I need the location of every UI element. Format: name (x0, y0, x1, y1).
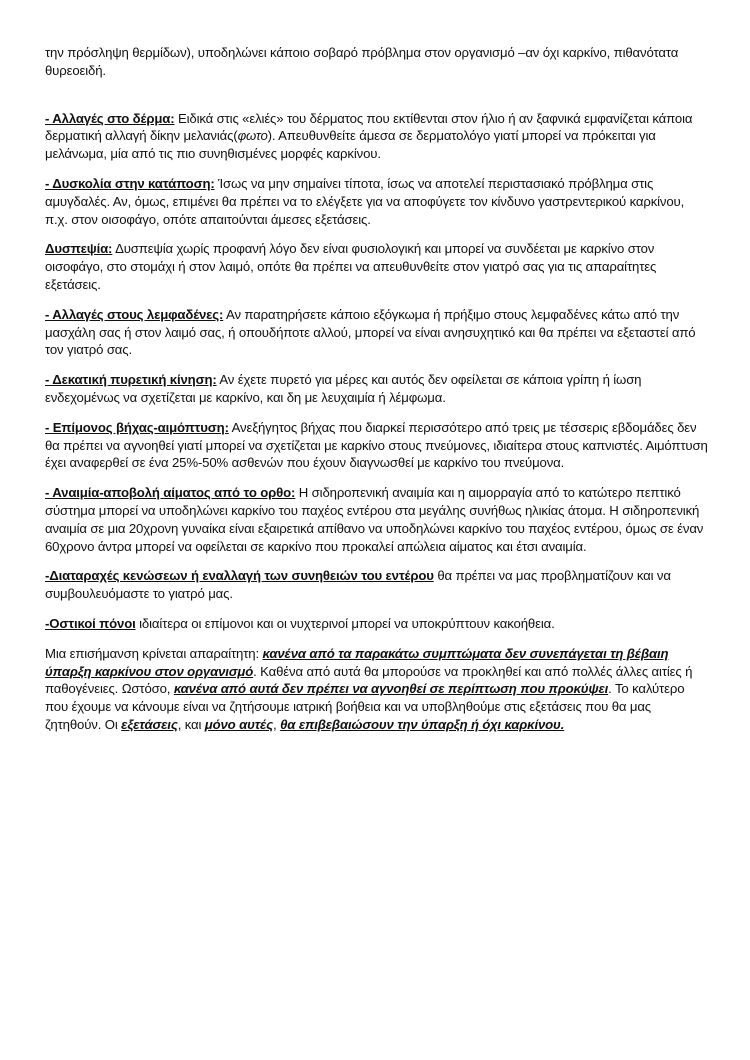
note-emphasis-1: κανένα από τα παρακάτω συμπτώματα δεν συνεπάγεται τη βέβαιη ύπαρξη καρκίνου στον οργανισμό (45, 645, 669, 679)
note-emphasis-3: εξετάσεις (121, 716, 178, 732)
intro-paragraph (45, 44, 710, 80)
cough-heading: - Επίμονος βήχας-αιμόπτυση: (45, 419, 229, 435)
swallowing-heading: - Δυσκολία στην κατάποση: (45, 175, 215, 191)
swallowing-paragraph (45, 175, 710, 228)
bowel-text: θα πρέπει να μας προβληματίζουν και να συμβουλευόμαστε το γιατρό μας. (45, 568, 671, 602)
fever-heading: - Δεκατική πυρετική κίνηση: (45, 372, 217, 388)
dyspepsia-text: Δυσπεψία χωρίς προφανή λόγο δεν είναι φυσιολογική και μπορεί να συνδέεται με καρκίνο στον οισοφάγο, στο στομάχι ή στον λαιμό, οπότε θα πρέπει να απευθυνθείτε στον γιατρό σας για τις απαραίτητες εξετάσεις. (45, 241, 657, 292)
note-emphasis-5: θα επιβεβαιώσουν την ύπαρξη ή όχι καρκίνου. (280, 716, 565, 732)
bone-text: ιδιαίτερα οι επίμονοι και οι νυχτερινοί μπορεί να υποκρύπτουν κακοήθεια. (135, 615, 555, 631)
cough-text: Ανεξήγητος βήχας που διαρκεί περισσότερο από τρεις με τέσσερις εβδομάδες δεν θα πρέπει να αγνοηθεί γιατί μπορεί να σχετίζεται με καρκίνο στους πνεύμονες, ιδιαίτερα στους καπνιστές. Αιμόπτυση έχει αναφερθεί σε ένα 25%-50% ασθενών που έχουν διαγνωσθεί με καρκίνο του πνεύμονα. (45, 419, 708, 471)
skin-photo-link: φωτο (237, 128, 268, 144)
note-text-4: , και (177, 716, 205, 732)
lymph-text: Αν παρατηρήσετε κάποιο εξόγκωμα ή πρήξιμο στους λεμφαδένες κάτω από την μασχάλη σας ή στον λαιμό σας, ή οπουδήποτε αλλού, μπορεί να είναι ανησυχητικό και θα πρέπει να εξεταστεί από τον γιατρό σας. (45, 306, 696, 358)
note-emphasis-4: μόνο αυτές (204, 716, 274, 732)
dyspepsia-heading: Δυσπεψία: (45, 241, 113, 257)
skin-heading: - Αλλαγές στο δέρμα: (45, 110, 175, 126)
anemia-heading: - Αναιμία-αποβολή αίματος από το ορθο: (45, 485, 296, 501)
note-text-3: . Το καλύτερο που έχουμε να κάνουμε είναι να ζητήσουμε ιατρική βοήθεια και να υποβληθούμε στις εξετάσεις που θα μας ζητηθούν. Οι (45, 681, 685, 732)
document-page (45, 44, 710, 746)
fever-text: Αν έχετε πυρετό για μέρες και αυτός δεν οφείλεται σε κάποια γρίπη ή ίωση ενδεχομένως να σχετίζεται με καρκίνο, και δη με λευχαιμία ή λέμφωμα. (45, 372, 642, 405)
dyspepsia-paragraph (45, 240, 710, 293)
bowel-heading: -Διαταραχές κενώσεων ή εναλλαγή των συνηθειών του εντέρου (45, 568, 434, 584)
cough-paragraph (45, 419, 710, 472)
note-emphasis-2: κανένα από αυτά δεν πρέπει να αγνοηθεί σε περίπτωση που προκύψει (173, 681, 609, 697)
lymph-heading: - Αλλαγές στους λεμφαδένες: (45, 306, 224, 322)
fever-paragraph (45, 371, 710, 407)
skin-text-a: Ειδικά στις «ελιές» του δέρματος που εκτίθενται στον ήλιο ή αν ξαφνικά εμφανίζεται κάποια δερματική αλλαγή δίκην μελανιάς( (45, 110, 693, 144)
anemia-paragraph (45, 484, 710, 555)
note-paragraph (45, 645, 710, 734)
skin-paragraph (45, 110, 710, 163)
skin-text-b: ). Απευθυνθείτε άμεσα σε δερματολόγο γιατί μπορεί να πρόκειται για μελάνωμα, μία από τις πιο συνηθισμένες μορφές καρκίνου. (45, 128, 656, 162)
bone-paragraph (45, 615, 710, 633)
swallowing-text: Ίσως να μην σημαίνει τίποτα, ίσως να αποτελεί περιστασιακό πρόβλημα στις αμυγδαλές. Αν, όμως, επιμένει θα πρέπει να το ελέγξετε για να αποφύγετε τον κίνδυνο γαστρεντερικού καρκίνου, π.χ. στον οισοφάγο, οπότε απαιτούνται άμεσες εξετάσεις. (45, 175, 685, 227)
intro-text: την πρόσληψη θερμίδων), υποδηλώνει κάποιο σοβαρό πρόβλημα στον οργανισμό –αν όχι καρκίνο, πιθανότατα θυρεοειδή. (45, 45, 679, 78)
bowel-paragraph (45, 567, 710, 603)
anemia-text: Η σιδηροπενική αναιμία και η αιμορραγία από το κατώτερο πεπτικό σύστημα μπορεί να υποδηλώνει καρκίνο του παχέος εντέρου στα μεγάλης συνήθως ηλικίας άτομα. Η σιδηροπενική αναιμία σε μια 20χρονη γυναίκα είναι εξαιρετικά απίθανο να υποδηλώνει καρκίνο του παχέος εντέρου, όμως σε έναν 60χρονο άντρα μπορεί να οφείλεται σε καρκίνο που προκαλεί απώλεια αίματος και έτσι αναιμία. (45, 485, 704, 554)
note-text-5: , (273, 716, 281, 732)
bone-heading: -Οστικοί πόνοι (45, 615, 136, 631)
note-text-2: . Καθένα από αυτά θα μπορούσε να προκληθεί και από πολλές άλλες αιτίες ή παθογένειες. Ωστόσο, (45, 663, 693, 697)
note-text-1: Μια επισήμανση κρίνεται απαραίτητη: (45, 645, 263, 661)
lymph-paragraph (45, 306, 710, 359)
